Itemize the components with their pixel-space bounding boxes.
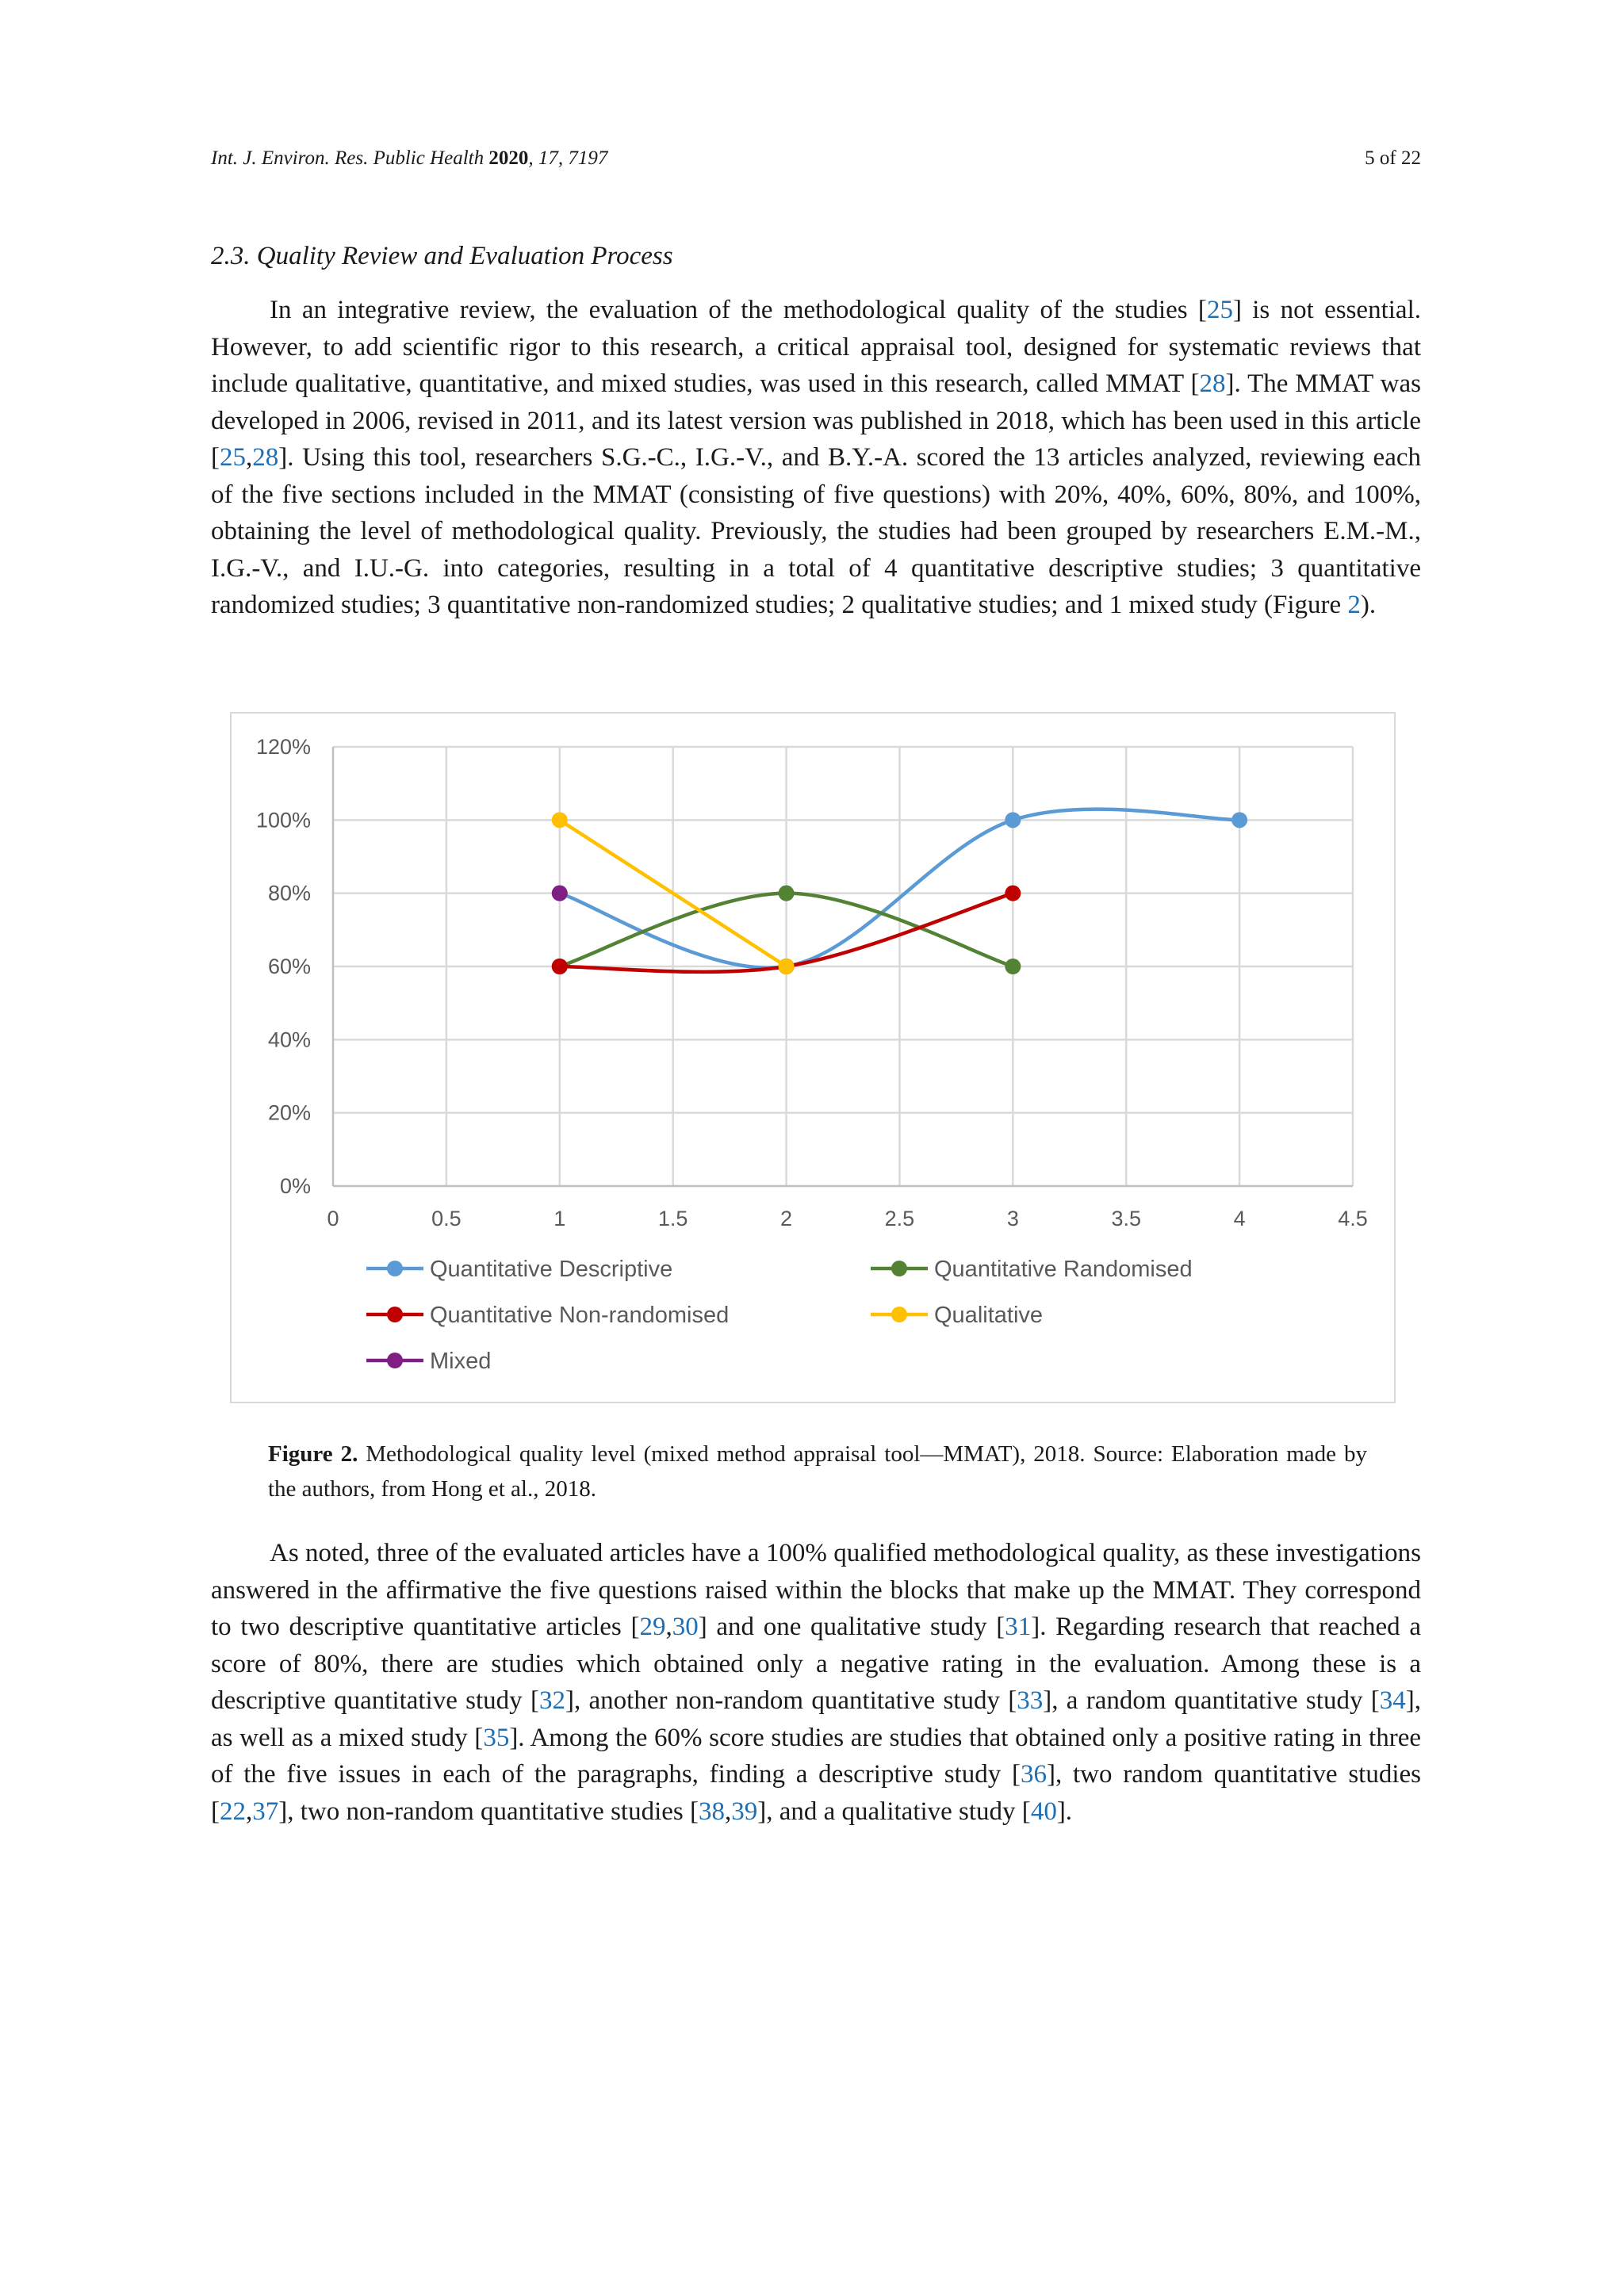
text-span: ] and one qualitative study [ — [698, 1613, 1005, 1641]
text-span: ], another non-random quantitative study [ — [565, 1686, 1017, 1715]
x-tick-label: 0 — [327, 1207, 339, 1230]
citation-link[interactable]: 28 — [252, 443, 279, 472]
text-span: ], two random quantitative studies [ — [211, 1760, 1421, 1826]
data-point — [552, 959, 568, 974]
citation-link[interactable]: 38 — [698, 1797, 725, 1826]
legend — [366, 1257, 1193, 1374]
journal-citation — [211, 147, 607, 170]
citation-link[interactable]: 39 — [731, 1797, 758, 1826]
paragraph-text — [211, 292, 1421, 624]
legend-item — [366, 1303, 729, 1328]
text-span: ], and a qualitative study [ — [757, 1797, 1031, 1826]
text-span: ]. The MMAT was developed in 2006, revised in 2011, and its latest version was published in 2018, which has been used in this article [ — [211, 369, 1421, 472]
text-span: In an integrative review, the evaluation of the methodological quality of the studies [ — [270, 296, 1207, 324]
legend-swatch-marker — [891, 1307, 907, 1322]
grid-lines — [333, 747, 1353, 1186]
x-tick-label: 2 — [780, 1207, 793, 1230]
data-point — [1231, 812, 1247, 828]
legend-item — [871, 1303, 1043, 1328]
citation-link[interactable]: 36 — [1020, 1760, 1047, 1789]
data-point — [1005, 886, 1021, 901]
journal-volume: , 17, 7197 — [528, 147, 608, 169]
text-span: ], as well as a mixed study [ — [211, 1686, 1421, 1752]
text-span: ]. — [1056, 1797, 1073, 1826]
series-mixed — [552, 886, 568, 901]
x-tick-label: 2.5 — [884, 1207, 915, 1230]
x-tick-label: 1.5 — [657, 1207, 688, 1230]
legend-label: Quantitative Descriptive — [430, 1257, 673, 1282]
text-span: ]. Regarding research that reached a score of 80%, there are studies which obtained only a negative rating in the evaluation. Among these is a descriptive quantitative study [ — [211, 1613, 1421, 1715]
legend-label: Mixed — [430, 1349, 492, 1374]
legend-swatch-marker — [387, 1307, 403, 1322]
y-tick-labels — [256, 735, 311, 1198]
citation-link[interactable]: 35 — [483, 1723, 510, 1752]
data-point — [779, 959, 795, 974]
journal-year: 2020 — [488, 147, 529, 169]
x-tick-label: 4.5 — [1338, 1207, 1368, 1230]
y-tick-label: 120% — [255, 735, 311, 759]
y-tick-label: 40% — [267, 1027, 311, 1052]
figure-label: Figure 2. — [268, 1441, 358, 1467]
journal-name: Int. J. Environ. Res. Public Health — [211, 147, 485, 169]
text-span: ], two non-random quantitative studies [ — [278, 1797, 699, 1826]
line-chart — [232, 714, 1394, 1402]
data-point — [779, 886, 795, 901]
citation-link[interactable]: 33 — [1017, 1686, 1044, 1715]
legend-item — [871, 1257, 1193, 1282]
figure-2 — [230, 712, 1396, 1403]
citation-link[interactable]: 34 — [1379, 1686, 1406, 1715]
y-tick-label: 20% — [267, 1100, 311, 1125]
text-span: As noted, three of the evaluated articles have a 100% qualified methodological quality, as these investigations answered in the affirmative the five questions raised within the blocks that make up the MMAT. They correspond to two descriptive quantitative articles [ — [211, 1539, 1421, 1641]
figure-link[interactable]: 2 — [1347, 591, 1361, 619]
data-point — [552, 812, 568, 828]
legend-label: Qualitative — [934, 1303, 1044, 1328]
paragraph-results — [211, 1535, 1421, 1830]
x-tick-label: 0.5 — [431, 1207, 462, 1230]
running-header — [211, 147, 1421, 170]
text-span: , — [665, 1613, 672, 1641]
paragraph-methodology — [211, 292, 1421, 624]
legend-item — [366, 1349, 491, 1374]
citation-link[interactable]: 37 — [252, 1797, 279, 1826]
legend-item — [366, 1257, 672, 1282]
text-span: , — [246, 1797, 253, 1826]
page-number: 5 of 22 — [1365, 147, 1421, 169]
caption-text: Methodological quality level (mixed method appraisal tool—MMAT), 2018. Source: Elaboration made by the authors, from Hong et al., 2018. — [268, 1441, 1367, 1502]
text-span: , — [724, 1797, 732, 1826]
data-point — [1005, 959, 1021, 974]
x-tick-labels — [327, 1207, 1367, 1230]
citation-link[interactable]: 31 — [1005, 1613, 1032, 1641]
x-tick-label: 1 — [553, 1207, 566, 1230]
citation-link[interactable]: 22 — [220, 1797, 246, 1826]
section-title: 2.3. Quality Review and Evaluation Process — [211, 242, 673, 270]
text-span: , — [246, 443, 253, 472]
x-tick-label: 4 — [1233, 1207, 1246, 1230]
x-tick-label: 3 — [1006, 1207, 1019, 1230]
citation-link[interactable]: 40 — [1030, 1797, 1057, 1826]
text-span: ]. Among the 60% score studies are studies that obtained only a positive rating in three of the five issues in each of the paragraphs, finding a descriptive study [ — [211, 1723, 1421, 1789]
citation-link[interactable]: 28 — [1199, 369, 1226, 398]
data-point — [1005, 812, 1021, 828]
x-tick-label: 3.5 — [1111, 1207, 1141, 1230]
legend-label: Quantitative Randomised — [934, 1257, 1193, 1282]
figure-caption — [268, 1437, 1367, 1506]
citation-link[interactable]: 25 — [1206, 296, 1233, 324]
text-span: ]. Using this tool, researchers S.G.-C., I.G.-V., and B.Y.-A. scored the 13 articles analyzed, reviewing each of the five sections included in the MMAT (consisting of five questions) with 20%, 40%, 60%, 80%, and 100%, obtaining the level of methodological quality. Previously, the studies had been grouped by researchers E.M.-M., I.G.-V., and I.U.-G. into categories, resulting in a total of 4 quantitative descriptive studies; 3 quantitative randomized studies; 3 quantitative non-randomized studies; 2 qualitative studies; and 1 mixed study (Figure — [211, 443, 1421, 619]
y-tick-label: 80% — [267, 881, 311, 905]
legend-label: Quantitative Non-randomised — [430, 1303, 730, 1328]
citation-link[interactable]: 32 — [538, 1686, 565, 1715]
text-span: ], a random quantitative study [ — [1043, 1686, 1380, 1715]
legend-swatch-marker — [387, 1353, 403, 1368]
y-tick-label: 0% — [279, 1174, 311, 1198]
citation-link[interactable]: 29 — [639, 1613, 666, 1641]
citation-link[interactable]: 30 — [672, 1613, 699, 1641]
paragraph-text — [211, 1535, 1421, 1830]
citation-link[interactable]: 25 — [220, 443, 246, 472]
y-tick-label: 100% — [255, 808, 311, 832]
legend-swatch-marker — [891, 1261, 907, 1276]
text-span: ). — [1360, 591, 1377, 619]
data-point — [552, 886, 568, 901]
y-tick-label: 60% — [267, 955, 311, 978]
legend-swatch-marker — [387, 1261, 403, 1276]
text-span: ] is not essential. However, to add scientific rigor to this research, a critical appraisal tool, designed for systematic reviews that include qualitative, quantitative, and mixed studies, was used in this research, called MMAT [ — [211, 296, 1421, 398]
